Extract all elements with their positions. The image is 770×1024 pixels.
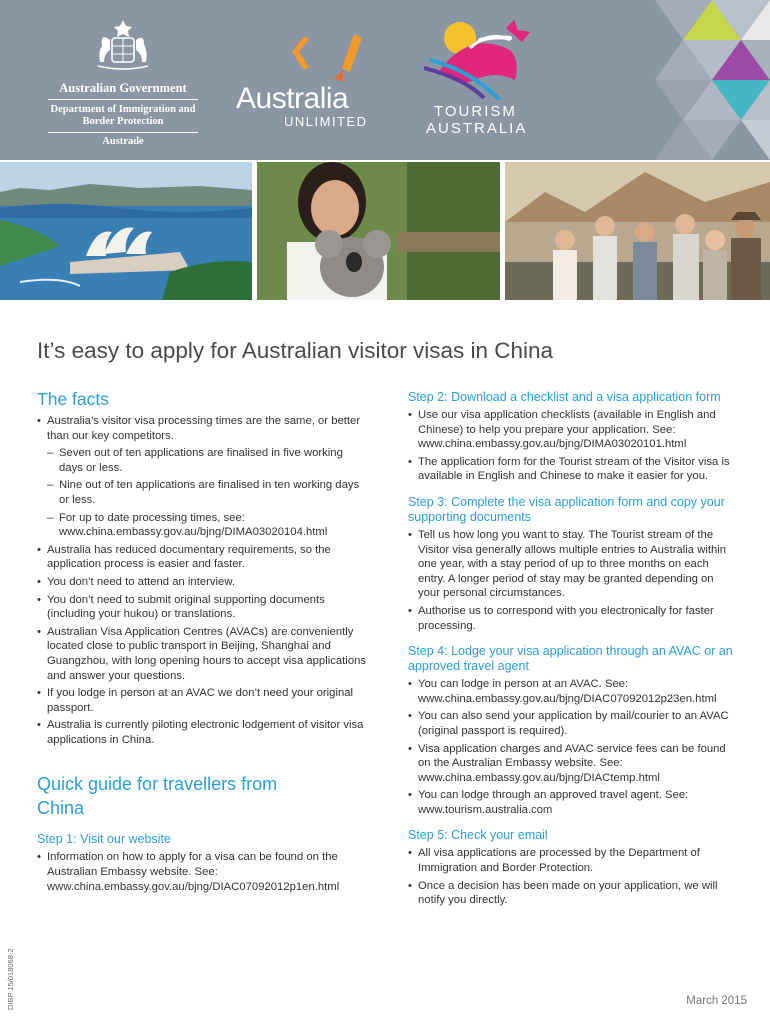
- facts-heading: The facts: [37, 389, 109, 409]
- step3-heading: Step 3: Complete the visa application form and copy your supporting documents: [408, 494, 725, 524]
- sub-list-item: – Nine out of ten applications are finalised in ten working days or less.: [47, 479, 360, 506]
- koala-photo: [257, 162, 500, 300]
- list-item-text: All visa applications are processed by the Department of Immigration and Border Protection.: [418, 847, 700, 875]
- list-item: • Use our visa application checklists (available in English and Chinese) to help you prepare your application. See: www.china.embassy.gov.au/bjng/DIMA03020101.html: [408, 409, 716, 451]
- list-item-text: The application form for the Tourist stream of the Visitor visa is available in English and Chinese to make it easier for you.: [418, 455, 730, 483]
- sub-list-item: – Seven out of ten applications are finalised in five working days or less.: [47, 447, 343, 474]
- sydney-opera-house-photo: [0, 162, 252, 300]
- coat-of-arms-icon: [88, 16, 158, 74]
- document-code: DIBP 15/018068-2: [6, 948, 15, 1010]
- sub-list-item: – For up to date processing times, see: www.china.embassy.gov.au/bjng/DIMA03020104.html: [47, 511, 328, 539]
- left-column: [37, 388, 367, 897]
- gov-department: Department of Immigration and Border Protection: [48, 104, 198, 133]
- list-item-text: You don’t need to attend an interview.: [47, 575, 236, 588]
- tourism-australia-logo: [420, 20, 540, 140]
- list-item: • Australia has reduced documentary requirements, so the application process is easier and faster.: [37, 543, 331, 571]
- step2-heading: Step 2: Download a checklist and a visa application form: [408, 390, 721, 404]
- header-banner: [0, 0, 770, 160]
- triangle-pattern: [540, 0, 770, 160]
- list-item-text: Australia is currently piloting electronic lodgement of visitor visa applications in China.: [47, 719, 364, 746]
- list-item: • You can lodge in person at an AVAC. See: www.china.embassy.gov.au/bjng/DIAC07092012p23en.html: [408, 678, 717, 705]
- kangaroo-icon: [420, 20, 540, 100]
- list-item-text: Australia has reduced documentary requirements, so the application process is easier and faster.: [47, 543, 331, 571]
- list-item-text: You can lodge in person at an AVAC. See: www.china.embassy.gov.au/bjng/DIAC07092012p23en.html: [418, 678, 717, 705]
- list-item: • Australian Visa Application Centres (AVACs) are conveniently located close to public transport in Beijing, Shanghai and Guangzhou, with long opening hours to accept visa applications and answer your questions.: [37, 625, 367, 682]
- list-item-text: You can also send your application by mail/courier to an AVAC (original passport is required).: [418, 710, 729, 737]
- list-item: • Authorise us to correspond with you electronically for faster processing.: [408, 604, 714, 632]
- list-item-text: Australia’s visitor visa processing times are the same, or better than our key competitors.: [47, 415, 361, 442]
- step5-heading: Step 5: Check your email: [408, 828, 548, 843]
- list-item-text: Tell us how long you want to stay. The Tourist stream of the Visitor visa generally allows multiple entries to Australia within one year, with a stay period of up to three months on each entry. A longer period of stay may be granted depending on your personal circumstances.: [418, 528, 727, 600]
- list-item: • Visa application charges and AVAC service fees can be found on the Australian Embassy website. See: www.china.embassy.gov.au/bjng/DIACtemp.html: [408, 742, 726, 784]
- australia-word-2: AUSTRALIA: [426, 120, 528, 137]
- list-item-text: Authorise us to correspond with you electronically for faster processing.: [418, 604, 714, 632]
- list-item: • You don’t need to attend an interview.: [37, 575, 236, 588]
- list-item-text: Information on how to apply for a visa can be found on the Australian Embassy website. See: www.china.embassy.gov.au/bjng/DIAC07092012p1en.html: [47, 851, 340, 893]
- australia-unlimited-logo: [232, 30, 372, 130]
- gov-title: Australian Government: [48, 81, 198, 100]
- list-item-text: You don’t need to submit original supporting documents (including your hukou) or translations.: [47, 593, 325, 621]
- boomerang-icon: [232, 30, 372, 85]
- quick-guide-heading: Quick guide for travellers from China: [37, 774, 278, 819]
- sub-item-text: Nine out of ten applications are finalised in ten working days or less.: [59, 479, 360, 506]
- publication-date: March 2015: [686, 995, 747, 1007]
- list-item-text: Use our visa application checklists (available in English and Chinese) to help you prepare your application. See: www.china.embassy.gov.au/bjng/DIMA03020101.html: [418, 409, 716, 451]
- australia-word: Australia: [236, 82, 349, 115]
- list-item: • If you lodge in person at an AVAC we don’t need your original passport.: [37, 687, 354, 714]
- right-column: [408, 390, 738, 911]
- list-item: • Tell us how long you want to stay. The Tourist stream of the Visitor visa generally allows multiple entries to Australia within one year, with a stay period of up to three months on each entry. A longer period of stay may be granted depending on your personal circumstances.: [408, 528, 727, 600]
- list-item-text: Australian Visa Application Centres (AVACs) are conveniently located close to public transport in Beijing, Shanghai and Guangzhou, with long opening hours to accept visa applications and answer your questions.: [47, 625, 367, 682]
- list-item-text: Visa application charges and AVAC service fees can be found on the Australian Embassy website. See: www.china.embassy.gov.au/bjng/DIACtemp.html: [418, 742, 726, 784]
- list-item: • Once a decision has been made on your application, we will notify you directly.: [408, 879, 718, 907]
- list-item-text: Once a decision has been made on your application, we will notify you directly.: [418, 879, 718, 907]
- australian-government-logo: [48, 16, 198, 147]
- list-item: • You can lodge through an approved travel agent. See: www.tourism.australia.com: [408, 789, 689, 816]
- list-item: • Australia is currently piloting electronic lodgement of visitor visa applications in China.: [37, 719, 364, 746]
- tourism-word: TOURISM: [434, 103, 517, 120]
- photo-strip: [0, 162, 770, 300]
- step4-heading: Step 4: Lodge your visa application through an AVAC or an approved travel agent: [408, 644, 733, 674]
- list-item: • You can also send your application by mail/courier to an AVAC (original passport is required).: [408, 710, 729, 737]
- gov-austrade: Austrade: [102, 136, 144, 147]
- list-item-text: You can lodge through an approved travel agent. See: www.tourism.australia.com: [418, 789, 689, 816]
- list-item-text: If you lodge in person at an AVAC we don’t need your original passport.: [47, 687, 354, 714]
- travellers-photo: [505, 162, 770, 300]
- unlimited-word: UNLIMITED: [284, 114, 368, 129]
- list-item: • Information on how to apply for a visa can be found on the Australian Embassy website. See: www.china.embassy.gov.au/bjng/DIAC07092012p1en.html: [37, 851, 340, 893]
- list-item: • All visa applications are processed by the Department of Immigration and Border Protection.: [408, 847, 700, 875]
- list-item: • You don’t need to submit original supporting documents (including your hukou) or translations.: [37, 593, 325, 621]
- list-item: • The application form for the Tourist stream of the Visitor visa is available in English and Chinese to make it easier for you.: [408, 455, 730, 483]
- list-item: • Australia’s visitor visa processing times are the same, or better than our key competitors.: [37, 415, 361, 442]
- sub-item-text: Seven out of ten applications are finalised in five working days or less.: [59, 447, 343, 474]
- sub-item-text: For up to date processing times, see: www.china.embassy.gov.au/bjng/DIMA03020104.html: [59, 511, 328, 539]
- step1-heading: Step 1: Visit our website: [37, 832, 171, 847]
- page-title: It’s easy to apply for Australian visitor visas in China: [37, 338, 554, 363]
